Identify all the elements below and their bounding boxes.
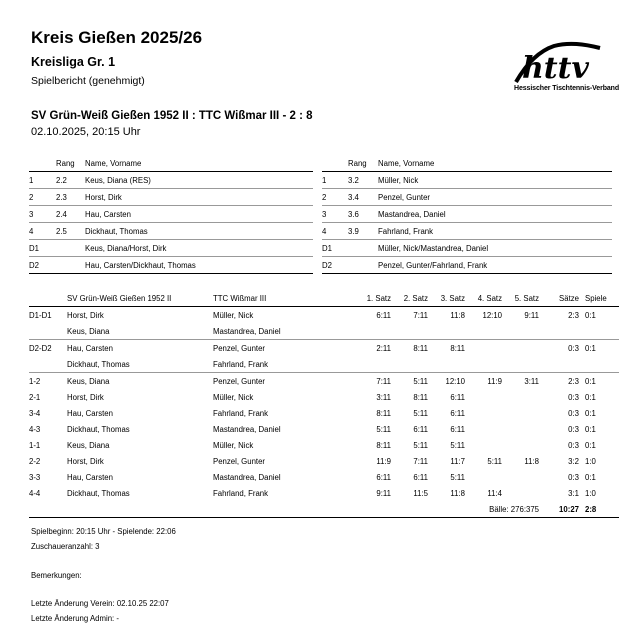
set4-score — [465, 356, 502, 373]
col-spiele: Spiele — [585, 293, 607, 303]
player-name: Penzel, Gunter/Fahrland, Frank — [378, 260, 488, 270]
game-pairing: 2-2 — [29, 456, 41, 466]
col-name: Name, Vorname — [378, 158, 435, 168]
game-pairing — [29, 323, 67, 340]
home-player-row — [29, 240, 313, 257]
col-set4: 4. Satz — [477, 293, 502, 303]
player-position: 4 — [29, 226, 34, 236]
game-row — [29, 469, 619, 485]
set5-score — [502, 469, 539, 485]
group-title: Kreisliga Gr. 1 — [31, 55, 116, 69]
player-rank — [56, 257, 85, 274]
set3-score: 5:11 — [450, 472, 465, 482]
player-rank: 3.4 — [348, 192, 359, 202]
home-player: Dickhaut, Thomas — [67, 424, 130, 434]
set4-score: 11:4 — [487, 488, 502, 498]
balls-total: Bälle: 276:375 — [489, 504, 539, 514]
set2-score: 5:11 — [413, 440, 428, 450]
player-rank — [348, 257, 378, 274]
away-player: Penzel, Gunter — [213, 343, 266, 353]
set3-score: 12:10 — [445, 376, 465, 386]
away-player-row — [322, 172, 612, 189]
sets-result: 2:3 — [568, 376, 579, 386]
games-header — [29, 290, 619, 307]
set4-score — [465, 323, 502, 340]
game-row — [29, 485, 619, 501]
set2-score: 5:11 — [413, 408, 428, 418]
home-player: Horst, Dirk — [67, 392, 104, 402]
httv-logo — [514, 38, 619, 98]
sets-result: 3:2 — [568, 456, 579, 466]
set1-score: 6:11 — [376, 310, 391, 320]
col-saetze: Sätze — [559, 293, 579, 303]
set1-score: 8:11 — [376, 408, 391, 418]
set1-score: 3:11 — [376, 392, 391, 402]
away-player-row — [322, 240, 612, 257]
away-player: Müller, Nick — [213, 310, 254, 320]
set3-score: 11:8 — [450, 488, 465, 498]
home-player-row — [29, 189, 313, 206]
set2-score: 8:11 — [413, 343, 428, 353]
col-set5: 5. Satz — [514, 293, 539, 303]
set5-score — [502, 389, 539, 405]
match-times: Spielbeginn: 20:15 Uhr - Spielende: 22:06 — [31, 527, 176, 536]
home-player: Hau, Carsten — [67, 408, 113, 418]
game-pairing: 1-1 — [29, 440, 41, 450]
home-player: Hau, Carsten — [67, 472, 113, 482]
set1-score: 9:11 — [376, 488, 391, 498]
game-row — [29, 323, 619, 340]
away-player-row — [322, 206, 612, 223]
game-pairing: D2-D2 — [29, 343, 52, 353]
away-player-row — [322, 257, 612, 274]
set5-score — [502, 437, 539, 453]
home-player: Keus, Diana — [67, 440, 110, 450]
player-position: D2 — [322, 260, 332, 270]
home-player: Keus, Diana — [67, 376, 110, 386]
player-rank: 2.5 — [56, 226, 67, 236]
set5-score: 3:11 — [524, 376, 539, 386]
player-position: 1 — [29, 175, 34, 185]
game-row — [29, 307, 619, 324]
game-row — [29, 356, 619, 373]
game-pairing: 2-1 — [29, 392, 41, 402]
home-player: Horst, Dirk — [67, 456, 104, 466]
set2-score: 7:11 — [413, 310, 428, 320]
game-pairing: 1-2 — [29, 376, 41, 386]
game-result: 1:0 — [585, 488, 596, 498]
sets-result — [539, 323, 579, 340]
set3-score: 6:11 — [450, 392, 465, 402]
sets-result: 3:1 — [568, 488, 579, 498]
away-player-row — [322, 189, 612, 206]
logo-caption: Hessischer Tischtennis-Verband — [514, 85, 619, 92]
game-pairing — [29, 356, 67, 373]
player-position: D2 — [29, 260, 39, 270]
game-pairing: 3-4 — [29, 408, 41, 418]
away-players-header — [322, 155, 612, 172]
set4-score: 12:10 — [482, 310, 502, 320]
set3-score — [428, 323, 465, 340]
player-position: D1 — [29, 243, 39, 253]
set4-score — [465, 437, 502, 453]
col-set3: 3. Satz — [440, 293, 465, 303]
league-title: Kreis Gießen 2025/26 — [31, 28, 203, 47]
game-pairing: 4-3 — [29, 424, 41, 434]
game-pairing: 4-4 — [29, 488, 41, 498]
player-rank — [56, 240, 85, 257]
set4-score — [465, 389, 502, 405]
set2-score — [391, 356, 428, 373]
set2-score: 6:11 — [413, 424, 428, 434]
game-row — [29, 453, 619, 469]
sets-result — [539, 356, 579, 373]
logo-mark-text: httv — [522, 51, 589, 86]
sets-result: 2:3 — [568, 310, 579, 320]
report-status: Spielbericht (genehmigt) — [31, 75, 145, 87]
set3-score — [428, 356, 465, 373]
sets-result: 0:3 — [568, 392, 579, 402]
player-name: Hau, Carsten/Dickhaut, Thomas — [85, 260, 196, 270]
last-change-admin: Letzte Änderung Admin: - — [31, 614, 119, 623]
set1-score: 8:11 — [376, 440, 391, 450]
game-result: 0:1 — [585, 472, 596, 482]
set3-score: 5:11 — [450, 440, 465, 450]
set1-score: 5:11 — [376, 424, 391, 434]
away-player: Fahrland, Frank — [213, 488, 269, 498]
away-player: Mastandrea, Daniel — [213, 326, 281, 336]
player-name: Keus, Diana/Horst, Dirk — [85, 243, 167, 253]
game-row — [29, 373, 619, 390]
match-datetime: 02.10.2025, 20:15 Uhr — [31, 126, 141, 138]
game-result — [579, 356, 619, 373]
player-position: D1 — [322, 243, 332, 253]
home-players-table — [29, 155, 313, 274]
away-player: Müller, Nick — [213, 392, 254, 402]
player-rank: 3.6 — [348, 209, 359, 219]
player-name: Müller, Nick/Mastandrea, Daniel — [378, 243, 489, 253]
player-position: 2 — [322, 192, 327, 202]
home-player-row — [29, 172, 313, 189]
away-player: Fahrland, Frank — [213, 408, 269, 418]
player-rank: 2.2 — [56, 175, 67, 185]
set1-score — [331, 356, 391, 373]
player-name: Dickhaut, Thomas — [85, 226, 148, 236]
away-player: Penzel, Gunter — [213, 456, 266, 466]
last-change-club: Letzte Änderung Verein: 02.10.25 22:07 — [31, 599, 169, 608]
away-player: Mastandrea, Daniel — [213, 424, 281, 434]
set2-score: 6:11 — [413, 472, 428, 482]
set5-score: 9:11 — [524, 310, 539, 320]
game-result: 0:1 — [585, 343, 596, 353]
player-rank: 3.2 — [348, 175, 359, 185]
set2-score — [391, 323, 428, 340]
player-name: Penzel, Gunter — [378, 192, 431, 202]
away-player: Penzel, Gunter — [213, 376, 266, 386]
set4-score: 11:9 — [487, 376, 502, 386]
set3-score: 8:11 — [450, 343, 465, 353]
player-name: Fahrland, Frank — [378, 226, 434, 236]
game-result: 0:1 — [585, 310, 596, 320]
set4-score — [465, 421, 502, 437]
set2-score: 11:5 — [413, 488, 428, 498]
away-player-row — [322, 223, 612, 240]
set5-score — [502, 356, 539, 373]
game-result: 0:1 — [585, 408, 596, 418]
totals-row — [29, 501, 619, 518]
set1-score: 7:11 — [376, 376, 391, 386]
set1-score: 11:9 — [376, 456, 391, 466]
game-result: 0:1 — [585, 424, 596, 434]
game-pairing: 3-3 — [29, 472, 41, 482]
sets-result: 0:3 — [568, 343, 579, 353]
player-name: Mastandrea, Daniel — [378, 209, 446, 219]
home-player: Dickhaut, Thomas — [67, 488, 130, 498]
home-player-row — [29, 257, 313, 274]
game-result: 0:1 — [585, 392, 596, 402]
set5-score — [502, 405, 539, 421]
spiele-total: 2:8 — [585, 504, 597, 514]
set1-score — [331, 323, 391, 340]
player-name: Keus, Diana (RES) — [85, 175, 151, 185]
games-table — [29, 290, 619, 518]
set2-score: 8:11 — [413, 392, 428, 402]
set5-score — [502, 323, 539, 340]
away-player: Mastandrea, Daniel — [213, 472, 281, 482]
home-player: Horst, Dirk — [67, 310, 104, 320]
saetze-total: 10:27 — [559, 504, 579, 514]
player-position: 4 — [322, 226, 327, 236]
player-name: Müller, Nick — [378, 175, 419, 185]
set4-score — [465, 340, 502, 357]
away-player: Fahrland, Frank — [213, 359, 269, 369]
col-home-team: SV Grün-Weiß Gießen 1952 II — [67, 293, 172, 303]
game-row — [29, 421, 619, 437]
col-name: Name, Vorname — [85, 158, 142, 168]
col-away-team: TTC Wißmar III — [213, 293, 267, 303]
col-set2: 2. Satz — [403, 293, 428, 303]
player-name: Horst, Dirk — [85, 192, 122, 202]
set2-score: 5:11 — [413, 376, 428, 386]
set3-score: 11:8 — [450, 310, 465, 320]
game-row — [29, 340, 619, 357]
col-rang: Rang — [348, 158, 367, 168]
spectator-count: Zuschaueranzahl: 3 — [31, 542, 100, 551]
sets-result: 0:3 — [568, 440, 579, 450]
game-result: 0:1 — [585, 440, 596, 450]
home-players-header — [29, 155, 313, 172]
player-rank: 2.4 — [56, 209, 67, 219]
remarks-label: Bemerkungen: — [31, 571, 82, 580]
set5-score: 11:8 — [524, 456, 539, 466]
set1-score: 2:11 — [376, 343, 391, 353]
game-row — [29, 437, 619, 453]
set3-score: 11:7 — [450, 456, 465, 466]
httv-logo-icon — [514, 38, 614, 86]
set3-score: 6:11 — [450, 408, 465, 418]
col-set1: 1. Satz — [366, 293, 391, 303]
game-result: 0:1 — [585, 376, 596, 386]
set4-score — [465, 469, 502, 485]
home-player-row — [29, 206, 313, 223]
sets-result: 0:3 — [568, 472, 579, 482]
game-row — [29, 405, 619, 421]
home-player: Hau, Carsten — [67, 343, 113, 353]
game-row — [29, 389, 619, 405]
set2-score: 7:11 — [413, 456, 428, 466]
player-position: 3 — [322, 209, 327, 219]
set5-score — [502, 485, 539, 501]
sets-result: 0:3 — [568, 424, 579, 434]
player-rank: 2.3 — [56, 192, 67, 202]
game-result — [579, 323, 619, 340]
player-rank — [348, 240, 378, 257]
set4-score: 5:11 — [487, 456, 502, 466]
player-name: Hau, Carsten — [85, 209, 131, 219]
set1-score: 6:11 — [376, 472, 391, 482]
player-position: 1 — [322, 175, 327, 185]
player-position: 2 — [29, 192, 34, 202]
player-rank: 3.9 — [348, 226, 359, 236]
player-position: 3 — [29, 209, 34, 219]
away-player: Müller, Nick — [213, 440, 254, 450]
away-players-table — [322, 155, 612, 274]
game-result: 1:0 — [585, 456, 596, 466]
col-rang: Rang — [56, 158, 75, 168]
match-title: SV Grün-Weiß Gießen 1952 II : TTC Wißmar III - 2 : 8 — [31, 110, 313, 122]
set5-score — [502, 340, 539, 357]
set3-score: 6:11 — [450, 424, 465, 434]
home-player: Keus, Diana — [67, 326, 110, 336]
home-player-row — [29, 223, 313, 240]
game-pairing: D1-D1 — [29, 310, 52, 320]
set5-score — [502, 421, 539, 437]
set4-score — [465, 405, 502, 421]
sets-result: 0:3 — [568, 408, 579, 418]
home-player: Dickhaut, Thomas — [67, 359, 130, 369]
